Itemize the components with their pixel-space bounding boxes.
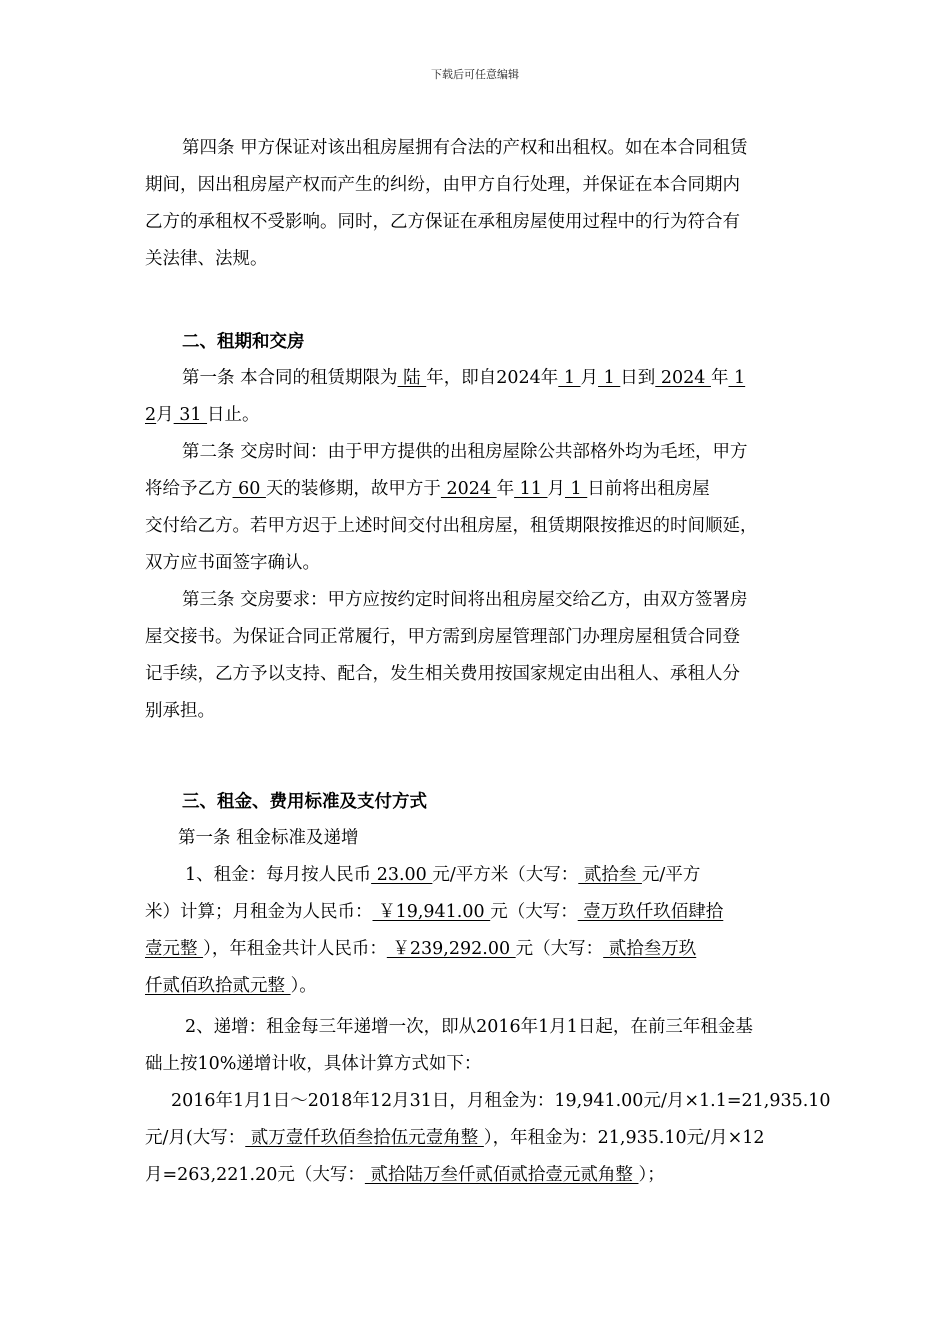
calc-line [145,1120,810,1157]
text: 米）计算；月租金为人民币： [145,902,373,922]
section-2-heading: 二、租期和交房 [182,332,305,352]
handover-day-field: 1 [564,479,588,499]
text: 日前将出租房屋 [587,479,710,499]
paragraph-line: 关法律、法规。 [145,249,268,269]
increase-line: 础上按10%递增计收，具体计算方式如下： [145,1054,482,1074]
handover-year-field: 2024 [440,479,497,499]
text: ），年租金共计人民币： [203,939,387,959]
text: 将给予乙方 [145,479,233,499]
start-month-field: 1 [558,368,581,388]
monthly-rent-words-field: 壹元整 [145,939,204,959]
calc-line [145,1157,810,1194]
text: 年 [496,479,515,499]
paragraph-line: 期间，因出租房屋产权而产生的纠纷，由甲方自行处理，并保证在本合同期内 [145,175,740,195]
page-header: 下载后可任意编辑 [431,68,519,81]
increase-line: 2、递增：租金每三年递增一次，即从2016年1月1日起，在前三年租金基 [185,1017,753,1037]
annual-rent-words-field: 仟贰佰玖拾贰元整 [145,976,291,996]
clause-1-line [145,397,810,434]
text: 元（大写： [515,939,604,959]
text: 月=263,221.20元（大写： [145,1165,365,1185]
rent-per-sqm-words-field: 贰拾叁 [578,865,642,885]
end-day-field: 31 [173,405,208,425]
rent-line [145,968,810,1005]
clause-3-line: 屋交接书。为保证合同正常履行，甲方需到房屋管理部门办理房屋租赁合同登 [145,627,740,647]
paragraph-line: 乙方的承租权不受影响。同时，乙方保证在承租房屋使用过程中的行为符合有 [145,212,740,232]
text: 元（大写： [490,902,578,922]
annual-rent-words-field: 贰拾叁万玖 [603,939,697,959]
section-2-body [145,360,810,730]
clause-1-title: 第一条 租金标准及递增 [178,828,359,848]
increased-monthly-words-field: 贰万壹仟玖佰叁拾伍元壹角整 [245,1128,484,1148]
increased-annual-words-field: 贰拾陆万叁仟贰佰贰拾壹元贰角整 [364,1165,639,1185]
end-year-field: 2024 [655,368,711,388]
text: 年 [710,368,729,388]
text: 元/平方 [641,865,701,885]
article-4 [145,130,810,278]
clause-2-line: 第二条 交房时间：由于甲方提供的出租房屋除公共部格外均为毛坯，甲方 [182,442,748,462]
clause-1-line [145,360,810,397]
text: 元/平方米（大写： [432,865,579,885]
text: 日到 [620,368,656,388]
fitout-days-field: 60 [232,479,266,499]
text: 第一条 本合同的租赁期限为 [182,368,398,388]
clause-3-line: 别承担。 [145,701,215,721]
clause-2-line: 双方应书面签字确认。 [145,553,320,573]
text: 年，即自2024年 [426,368,559,388]
rent-line [145,931,810,968]
paragraph-line: 第四条 甲方保证对该出租房屋拥有合法的产权和出租权。如在本合同租赁 [182,138,748,158]
monthly-rent-words-field: 壹万玖仟玖佰肆拾 [577,902,724,922]
rent-line [145,857,810,894]
calc-line: 2016年1月1日～2018年12月31日，月租金为：19,941.00元/月×1.1=21,935.10 [171,1091,831,1111]
text: ）。 [290,976,317,996]
monthly-rent-field: ￥19,941.00 [372,902,491,922]
text: ），年租金为：21,935.10元/月×12 [483,1128,765,1148]
section-3-body [145,820,831,1194]
text: 元/月(大写： [145,1128,246,1148]
section-3-heading: 三、租金、费用标准及支付方式 [182,792,427,812]
clause-2-line: 交付给乙方。若甲方迟于上述时间交付出租房屋，租赁期限按推迟的时间顺延， [145,516,758,536]
text: 月 [547,479,565,499]
clause-3-line: 第三条 交房要求：甲方应按约定时间将出租房屋交给乙方，由双方签署房 [182,590,748,610]
text: 日止。 [207,405,260,425]
annual-rent-field: ￥239,292.00 [386,939,516,959]
text: 天的装修期，故甲方于 [265,479,441,499]
text: 月 [156,405,174,425]
lease-years-field: 陆 [397,368,427,388]
end-month-field: 2 [145,405,157,425]
rent-per-sqm-field: 23.00 [371,865,433,885]
text: 1、租金：每月按人民币 [185,865,372,885]
start-day-field: 1 [598,368,621,388]
clause-3-line: 记手续，乙方予以支持、配合，发生相关费用按国家规定由出租人、承租人分 [145,664,740,684]
text: ）； [638,1165,665,1185]
end-month-field: 1 [728,368,746,388]
handover-month-field: 11 [514,479,548,499]
clause-2-line [145,471,810,508]
text: 月 [580,368,599,388]
rent-line [145,894,810,931]
